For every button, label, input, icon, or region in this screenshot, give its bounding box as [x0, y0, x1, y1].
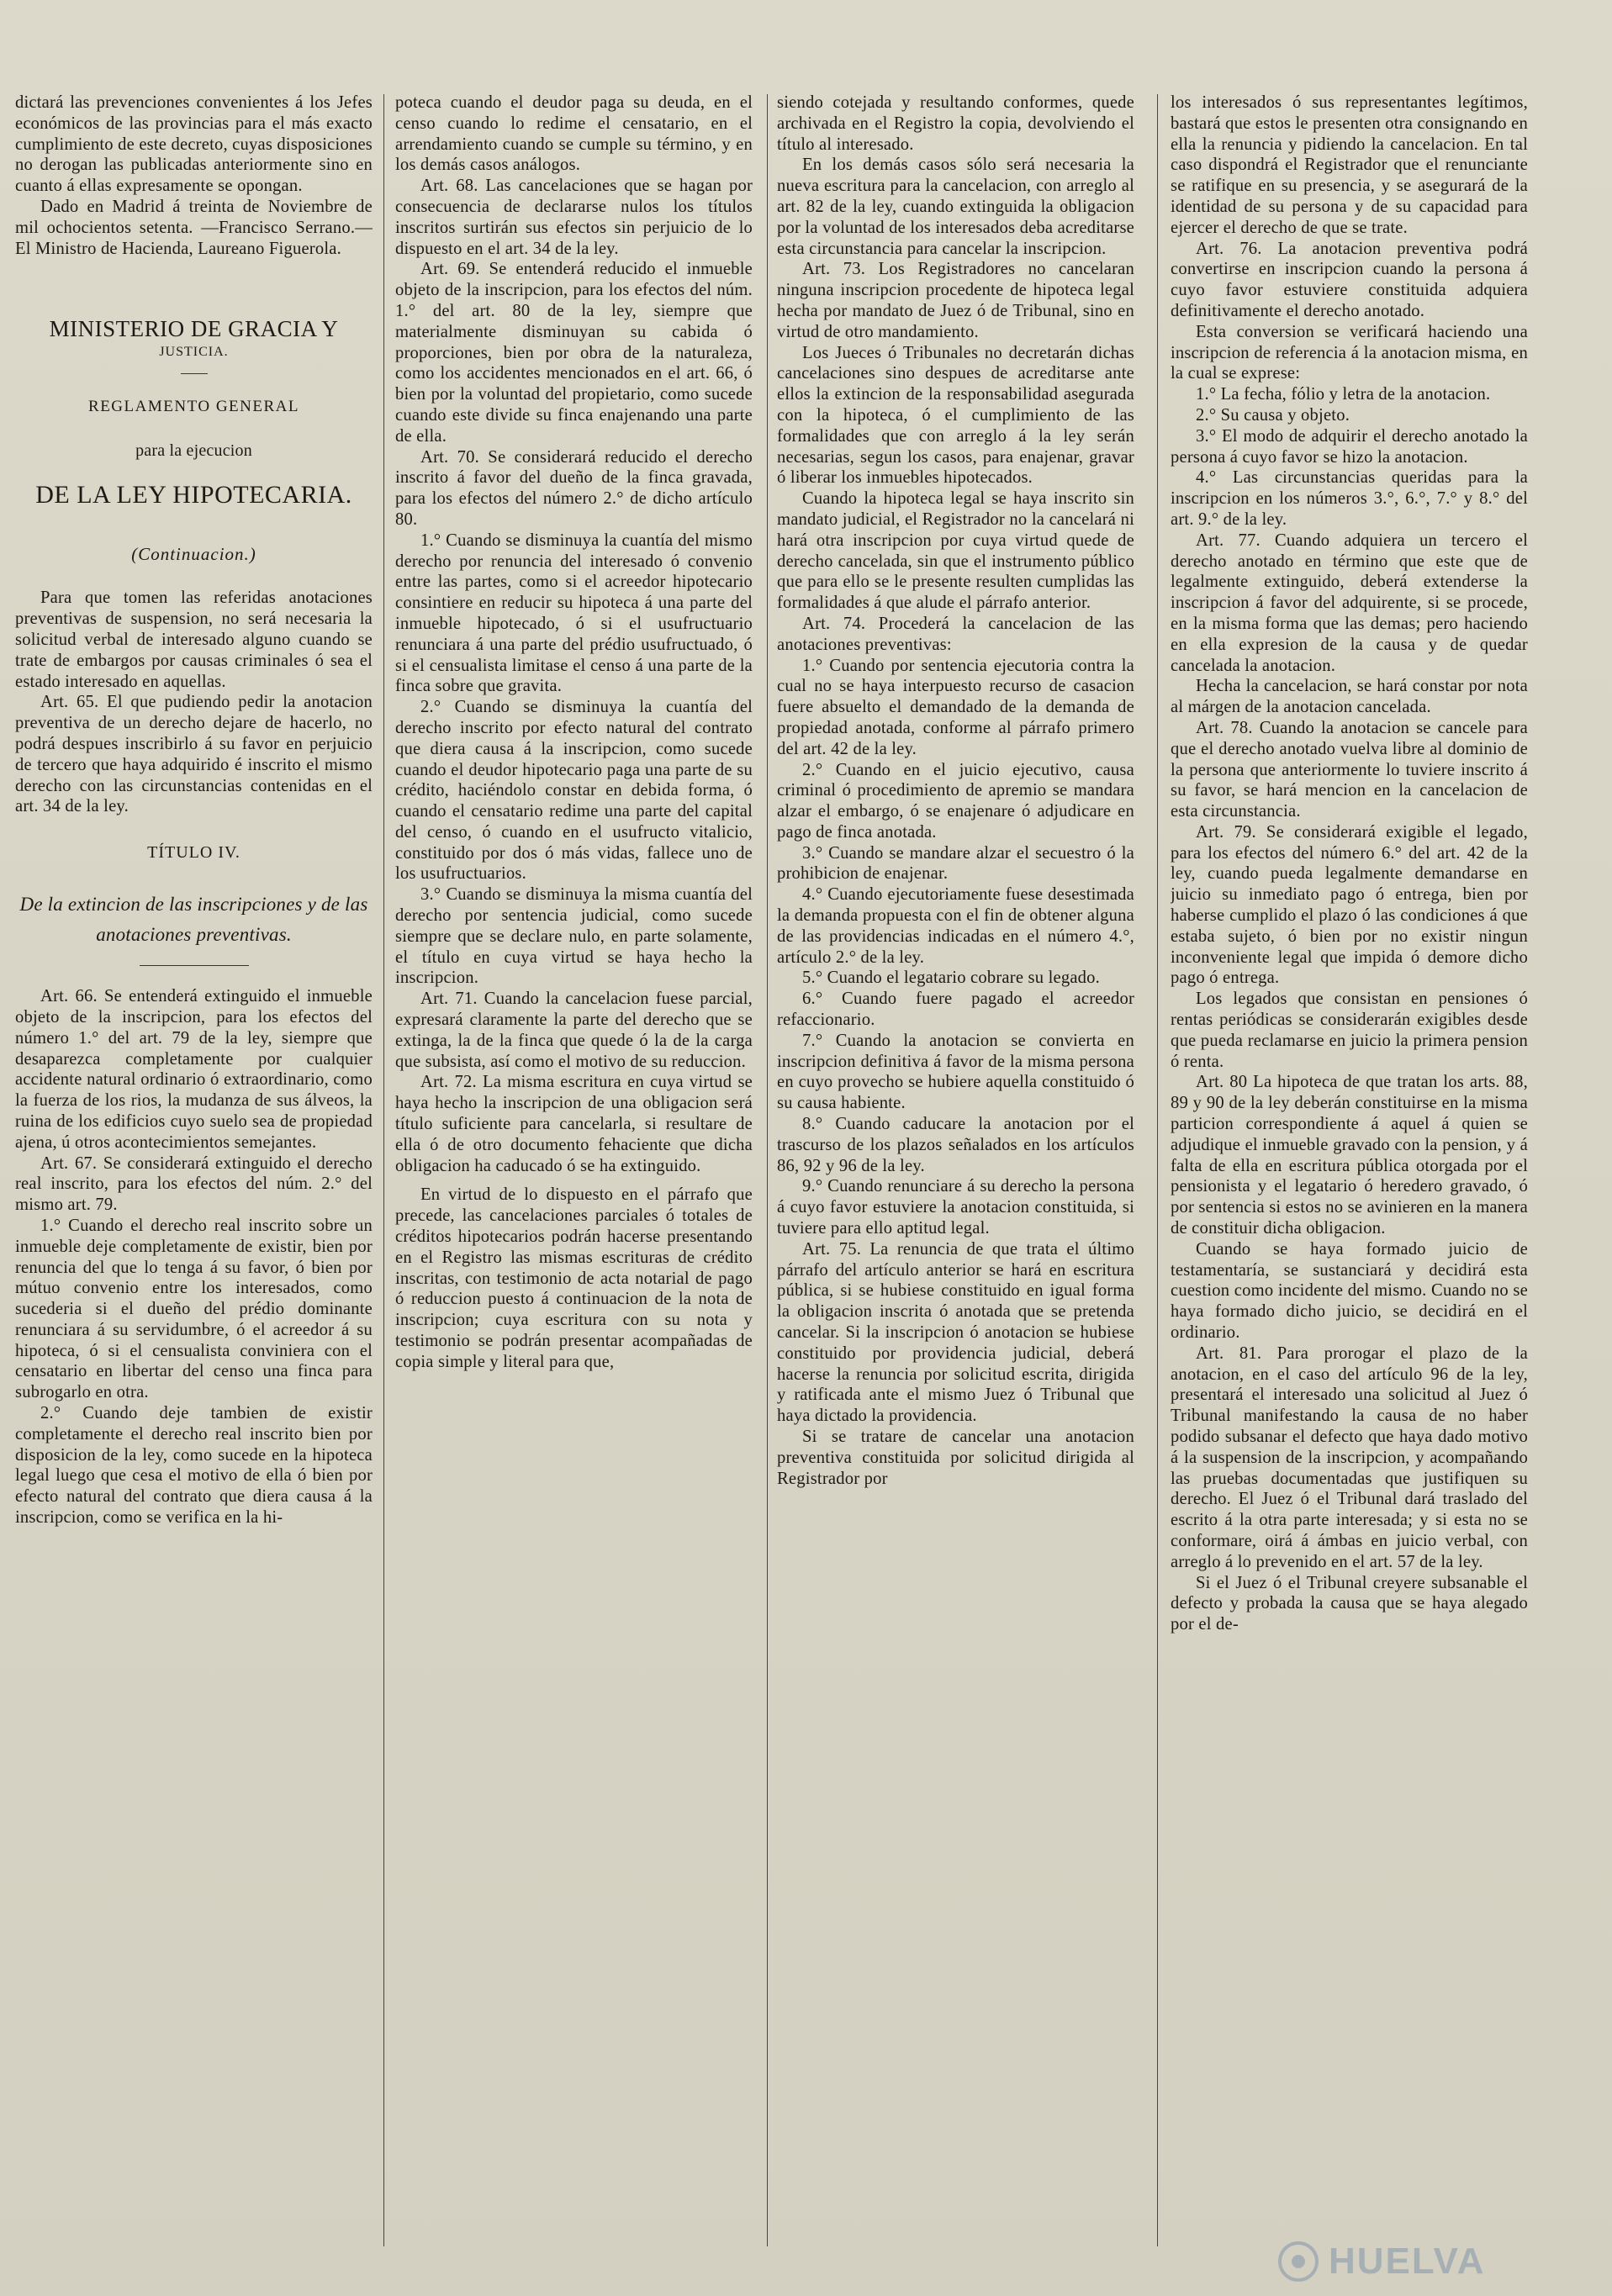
paragraph: Cuando la hipoteca legal se haya inscrito sin mandato judicial, el Registrador no la cancelará ni hará otra inscripcion por cuya virtud quede de derecho cancelada, sin que el instrumento público que para ello se le presente resulten cumplidas las formalidades á que alude el párrafo anterior.: [777, 489, 1134, 613]
paragraph: Art. 65. El que pudiendo pedir la anotacion preventiva de un derecho dejare de hacerlo, no podrá despues inscribirlo á su favor en perjuicio de tercero que haya adquirido é inscrito el mismo derecho con las circunstancias contenidas en el art. 34 de la ley.: [15, 693, 373, 816]
paragraph: Si se tratare de cancelar una anotacion preventiva constituida por solicitud dirigida al Registrador por: [777, 1428, 1134, 1488]
paragraph: Cuando se haya formado juicio de testamentaría, se sustanciará y decidirá esta cuestion como incidente del mismo. Cuando no se haya formado dicho juicio, se decidirá en el ordinario.: [1171, 1239, 1528, 1343]
paragraph: Dado en Madrid á treinta de Noviembre de mil ochocientos setenta. —Francisco Serrano.—El Ministro de Hacienda, Laureano Figuerola.: [15, 197, 373, 258]
paragraph: Hecha la cancelacion, se hará constar por nota al márgen de la anotacion cancelada.: [1171, 677, 1528, 717]
paragraph: 4.° Las circunstancias queridas para la inscripcion en los números 3.°, 6.°, 7.° y 8.° del art. 9.° de la ley.: [1171, 468, 1528, 529]
paragraph: los interesados ó sus representantes legítimos, bastará que estos le presenten otra consignando en ella la renuncia y pidiendo la cancelacion. En tal caso dispondrá el Registrador que el renunciante se ratifique en su presencia, y se asegurará de la identidad de su persona y de su capacidad para ejercer el derecho de que se trate.: [1171, 93, 1528, 237]
paragraph: Los legados que consistan en pensiones ó rentas periódicas se considerarán exigibles desde que pueda reclamarse en juicio la primera pension ó renta.: [1171, 990, 1528, 1071]
ley-heading: DE LA LEY HIPOTECARIA.: [35, 481, 352, 509]
paragraph: 1.° La fecha, fólio y letra de la anotacion.: [1196, 385, 1491, 404]
paragraph: 3.° El modo de adquirir el derecho anotado la persona á cuyo favor se hizo la anotacion.: [1171, 426, 1528, 467]
paragraph: Art. 72. La misma escritura en cuya virtud se haya hecho la inscripcion de una obligacion será título suficiente para cancelarla, si resultare de ella ó de otro documento fehaciente que dicha obligacion ha caducado ó se ha extinguido.: [395, 1073, 753, 1175]
paragraph: 3.° Cuando se mandare alzar el secuestro ó la prohibicion de enajenar.: [777, 843, 1134, 884]
column-4: [1171, 92, 1528, 2278]
ministry-heading: MINISTERIO DE GRACIA Y: [49, 316, 339, 342]
paragraph: Art. 69. Se entenderá reducido el inmueble objeto de la inscripcion, para los efectos del núm. 1.° del art. 80 de la ley, siempre que materialmente disminuyan su cabida ó proporciones, bien por obra de la naturaleza, como los accidentes mencionados en el art. 66, ó bien por la voluntad del propietario, como sucede cuando este divide su finca enajenando una parte de ella.: [395, 260, 753, 446]
paragraph: En virtud de lo dispuesto en el párrafo que precede, las cancelaciones parciales ó totales de créditos hipotecarios podrán hacerse presentando en el Registro las mismas escrituras de crédito inscritas, con testimonio de acta notarial de pago ó reduccion puesto á continuacion de la nota de inscripcion; cuya escritura con su nota y testimonio se podrán presentar acompañadas de copia simple y literal para que,: [395, 1185, 753, 1371]
divider: [181, 373, 208, 374]
paragraph: Art. 73. Los Registradores no cancelaran ninguna inscripcion procedente de hipoteca legal hecha por mandato de Juez ó de Tribunal, sino en virtud de otro mandamiento.: [777, 260, 1134, 341]
paragraph: Art. 66. Se entenderá extinguido el inmueble objeto de la inscripcion, para los efectos del número 1.° del art. 79 de la ley, siempre que desaparezca completamente por cualquier accidente natural ordinario ó extraordinario, como la fuerza de los rios, la mudanza de sus álveos, la ruina de los edificios cuyo suelo sea de propiedad ajena, ú otros acontecimientos semejantes.: [15, 987, 373, 1152]
para-heading: para la ejecucion: [135, 441, 252, 461]
column-3: [777, 92, 1134, 2278]
paragraph: Art. 80 La hipoteca de que tratan los arts. 88, 89 y 90 de la ley deberán constituirse en la misma particion correspondiente á aquel á quien se adjudique el inmueble gravado con la pension, y á falta de ella en escritura pública otorgada por el pensionista y el legatario ó heredero gravado, ó por sentencia si estos no se avinieren en la manera de constituir dicha obligacion.: [1171, 1073, 1528, 1238]
paragraph: Art. 76. La anotacion preventiva podrá convertirse en inscripcion cuando la persona á cuyo favor estuviere constituida adquiera definitivamente el derecho anotado.: [1171, 239, 1528, 320]
continuation-label: (Continuacion.): [131, 544, 256, 565]
paragraph: Art. 81. Para prorogar el plazo de la anotacion, en el caso del artículo 96 de la ley, presentará el interesado una solicitud al Juez ó Tribunal manifestando la causa de no haber podido subsanar el defecto que haya dado motivo á la suspension de la inscripcion, y acompañando las pruebas documentadas que justifiquen su derecho. El Juez ó el Tribunal dará traslado del escrito á la otra parte interesada; y si esta no se conformare, oirá á ámbas en juicio verbal, con arreglo á lo prevenido en el art. 57 de la ley.: [1171, 1343, 1528, 1571]
paragraph: 1.° Cuando por sentencia ejecutoria contra la cual no se haya interpuesto recurso de casacion fuere absuelto el demandado de la demanda de propiedad anotada, conforme al párrafo primero del art. 42 de la ley.: [777, 656, 1134, 758]
paragraph: Si el Juez ó el Tribunal creyere subsanable el defecto y probada la causa que se haya alegado por el de-: [1171, 1573, 1528, 1634]
title-heading: TÍTULO IV.: [147, 843, 240, 863]
paragraph: 9.° Cuando renunciare á su derecho la persona á cuyo favor estuviere la anotacion constituida, si tuviere para ello aptitud legal.: [777, 1177, 1134, 1238]
paragraph: Art. 71. Cuando la cancelacion fuese parcial, expresará claramente la parte del derecho que se extinga, la de la finca que quede ó la de la carga que subsista, así como el motivo de su reduccion.: [395, 990, 753, 1071]
watermark: [1278, 2236, 1514, 2287]
title-subheading: De la extincion de las inscripciones y de las anotaciones preventivas.: [19, 894, 368, 946]
ministry-subheading: JUSTICIA.: [159, 345, 229, 360]
paragraph: dictará las prevenciones convenientes á los Jefes económicos de las provincias para el más exacto cumplimiento de este decreto, cuyas disposiciones no derogan las publicadas anteriormente sino en cuanto á ellas expresamente se opongan.: [15, 93, 373, 196]
paragraph: Para que tomen las referidas anotaciones preventivas de suspension, no será necesaria la solicitud verbal de interesado alguno cuando se trate de embargos por causas criminales ó sea el estado interesado en aquellas.: [15, 589, 373, 691]
paragraph: 2.° Cuando se disminuya la cuantía del derecho inscrito por efecto natural del contrato que diera causa á la inscripcion, como sucede cuando el deudor hipotecario paga una parte de su crédito, haciéndolo constar en debida forma, ó cuando el censatario redime una parte del capital del censo, ó cuando en el usufructo vitalicio, constituido por dos ó más vidas, fallece uno de los usufructuarios.: [395, 698, 753, 884]
paragraph: En los demás casos sólo será necesaria la nueva escritura para la cancelacion, con arreglo al art. 82 de la ley, cuando extinguida la obligacion por la voluntad de los interesados deba acreditarse esta circunstancia para cancelar la inscripcion.: [777, 156, 1134, 258]
paragraph: 8.° Cuando caducare la anotacion por el trascurso de los plazos señalados en los artículos 86, 92 y 96 de la ley.: [777, 1115, 1134, 1175]
column-2: [395, 92, 753, 2278]
paragraph: poteca cuando el deudor paga su deuda, en el censo cuando lo redime el censatario, en el arrendamiento cuando se cumple su término, y en los demás casos análogos.: [395, 93, 753, 175]
paragraph: 5.° Cuando el legatario cobrare su legado.: [802, 969, 1101, 988]
paragraph: Art. 74. Procederá la cancelacion de las anotaciones preventivas:: [777, 614, 1134, 654]
paragraph: 2.° Cuando deje tambien de existir completamente el derecho real inscrito bien por disposicion de la ley, como sucede en la hipoteca legal luego que cesa el motivo de ella ó bien por efecto natural del contrato que diera causa á la inscripcion, como se verifica en la hi-: [15, 1404, 373, 1528]
paragraph: Art. 75. La renuncia de que trata el último párrafo del artículo anterior se hará en escritura pública, si se hubiese constituido en igual forma la obligacion inscrita ó anotada que se pretenda cancelar. Si la inscripcion ó anotacion se hubiese constituido por providencia judicial, deberá hacerse la renuncia por solicitud escrita, dirigida y ratificada ante el mismo Juez ó Tribunal que haya dictado la providencia.: [777, 1239, 1134, 1426]
reglamento-heading: REGLAMENTO GENERAL: [88, 398, 299, 416]
paragraph: Art. 78. Cuando la anotacion se cancele para que el derecho anotado vuelva libre al dominio de la persona que anteriormente lo tuviere inscrito á su favor, se hará mencion en la cancelacion de esta circunstancia.: [1171, 718, 1528, 821]
circle-logo-icon: [1278, 2241, 1319, 2282]
paragraph: 6.° Cuando fuere pagado el acreedor refaccionario.: [777, 990, 1134, 1030]
divider: [140, 965, 249, 966]
column-rule: [383, 94, 384, 2246]
paragraph: 2.° Su causa y objeto.: [1196, 405, 1350, 425]
paragraph: siendo cotejada y resultando conformes, quede archivada en el Registro la copia, devolviendo el título al interesado.: [777, 93, 1134, 154]
paragraph: 1.° Cuando el derecho real inscrito sobre un inmueble deje completamente de existir, bien por renuncia del que lo tenga á su favor, ó bien por mútuo convenio entre los interesados, como sucederia si el dueño del prédio dominante renunciara á su servidumbre, ó el acreedor á su hipoteca, ó si el censualista conviniera con el censatario en libertar del censo una finca para subrogarlo en otra.: [15, 1216, 373, 1402]
paragraph: 2.° Cuando en el juicio ejecutivo, causa criminal ó procedimiento de apremio se mandara alzar el embargo, ó se enajenare ó adjudicare en pago de finca anotada.: [777, 760, 1134, 842]
paragraph: 4.° Cuando ejecutoriamente fuese desestimada la demanda propuesta con el fin de obtener alguna de las providencias indicadas en el número 4.°, artículo 2.° de la ley.: [777, 885, 1134, 967]
paragraph: Art. 67. Se considerará extinguido el derecho real inscrito, para los efectos del núm. 2.° del mismo art. 79.: [15, 1153, 373, 1215]
paragraph: Art. 70. Se considerará reducido el derecho inscrito á favor del dueño de la finca gravada, para los efectos del número 2.° de dicho artículo 80.: [395, 447, 753, 529]
column-rule: [767, 94, 768, 2246]
watermark-text: HUELVA: [1329, 2241, 1486, 2282]
paragraph: Esta conversion se verificará haciendo una inscripcion de referencia á la anotacion misma, en la cual se exprese:: [1171, 322, 1528, 383]
column-1: [15, 92, 373, 2278]
paragraph: 1.° Cuando se disminuya la cuantía del mismo derecho por renuncia del interesado ó convenio entre las partes, como si el acreedor hipotecario consintiere en reducir su hipoteca á una parte del inmueble hipotecado, ó si el usufructuario renunciara á una parte del prédio usufructuado, ó si el censualista limitase el censo á una parte de la finca sobre que gravita.: [395, 530, 753, 696]
paragraph: Art. 77. Cuando adquiera un tercero el derecho anotado en término que este que de legalmente extinguido, deberá extenderse la inscripcion á favor del adquirente, si se procede, en la misma forma que las demas; pero haciendo en ella expresion de la causa y de quedar cancelada la anotacion.: [1171, 530, 1528, 675]
paragraph: Art. 68. Las cancelaciones que se hagan por consecuencia de declararse nulos los títulos inscritos surtirán sus efectos sin perjuicio de lo dispuesto en el art. 34 de la ley.: [395, 177, 753, 258]
paragraph: Art. 79. Se considerará exigible el legado, para los efectos del número 6.° del art. 42 de la ley, cuando pueda legalmente demandarse en juicio su inmediato pago ó entrega, bien por haberse cumplido el plazo ó las condiciones á que estaba sujeto, ó bien por no existir ningun inconveniente legal que impida ó demore dicho pago ó entrega.: [1171, 822, 1528, 988]
column-rule: [1157, 94, 1158, 2246]
paragraph: Los Jueces ó Tribunales no decretarán dichas cancelaciones sino despues de acreditarse ante ellos la extincion de la responsabilidad asegurada con la hipoteca, ó el cumplimiento de las formalidades que con arreglo á la ley serán necesarias, segun los casos, para enajenar, gravar ó liberar los inmuebles hipotecados.: [777, 343, 1134, 488]
paragraph: 3.° Cuando se disminuya la misma cuantía del derecho por sentencia judicial, como sucede siempre que se declare nulo, en parte solamente, el título en cuya virtud se haya hecho la inscripcion.: [395, 885, 753, 988]
paragraph: 7.° Cuando la anotacion se convierta en inscripcion definitiva á favor de la misma persona en cuyo provecho se hubiere aquella constituido ó su causa habiente.: [777, 1031, 1134, 1113]
